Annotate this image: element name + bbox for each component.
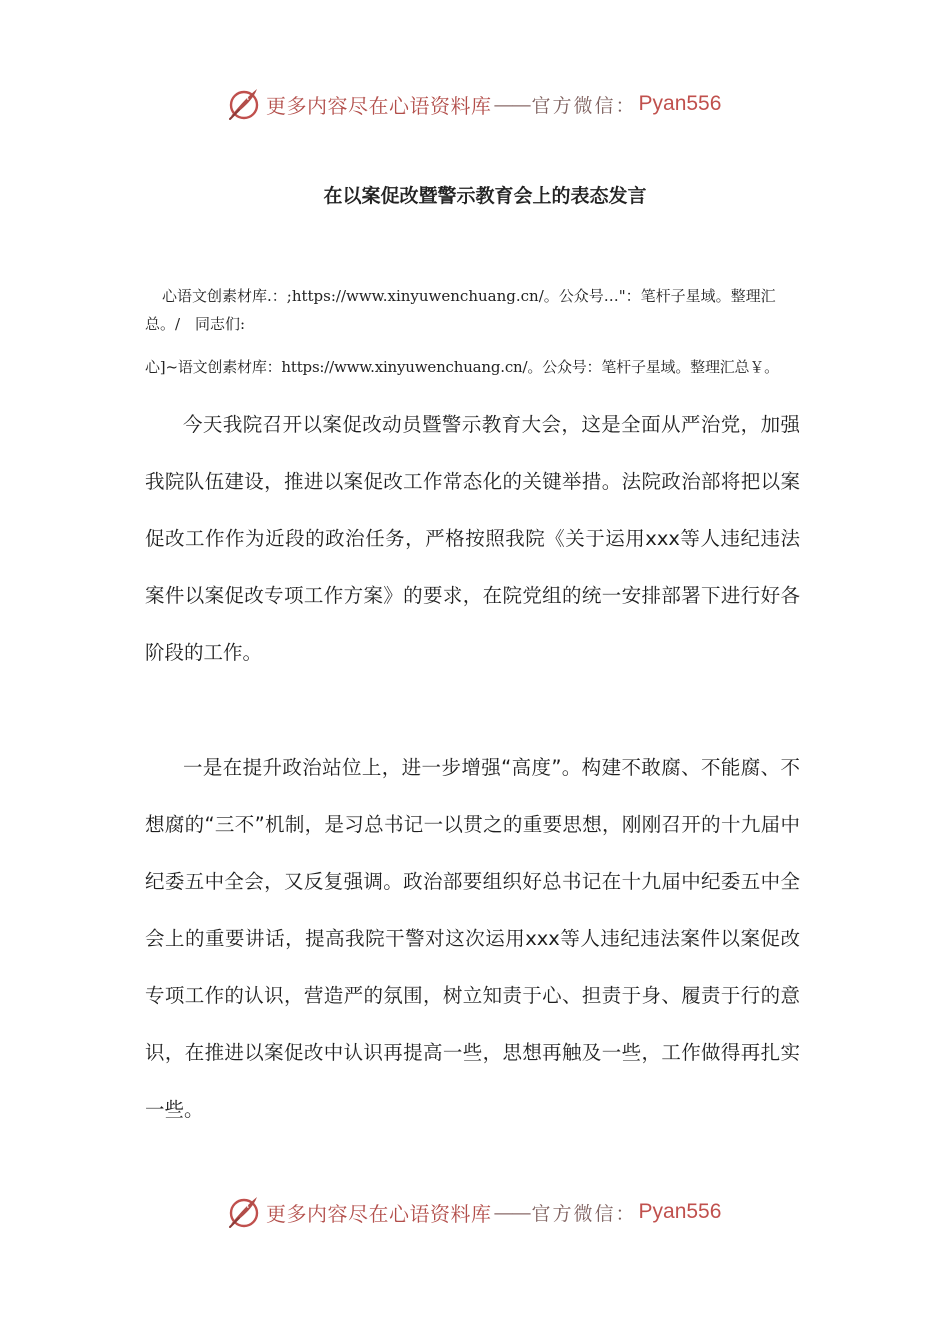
document-title: 在以案促改暨警示教育会上的表态发言 [323,185,647,207]
banner-wechat-label: 官方微信： [531,94,637,117]
footer-banner [226,1192,721,1232]
quill-pen-logo-icon [226,86,262,122]
banner-dash: —— [493,1200,530,1224]
source-note-1: 心语文创素材库.：;https://www.xinyuwenchuang.cn/。公众号…"：笔杆子星域。整理汇总。/ 同志们: [145,287,776,333]
quill-pen-logo-icon [226,1194,262,1230]
banner-wechat-label: 官方微信： [531,1202,637,1225]
body-paragraph-2: 一是在提升政治站位上，进一步增强“高度”。构建不敢腐、不能腐、不想腐的“三不”机制，是习总书记一以贯之的重要思想，刚刚召开的十九届中纪委五中全会，又反复强调。政治部要组织好总书记在十九届中纪委五中全会上的重要讲话，提高我院干警对这次运用xxx等人违纪违法案件以案促改专项工作的认识，营造严的氛围，树立知责于心、担责于身、履责于行的意识，在推进以案促改中认识再提高一些，思想再触及一些，工作做得再扎实一些。 [145,756,800,1121]
banner-text: 更多内容尽在心语资料库 [266,1201,492,1226]
banner-text: 更多内容尽在心语资料库 [266,93,492,118]
banner-wechat-id: Pyan556 [638,92,722,115]
header-banner [226,84,721,124]
banner-wechat-id: Pyan556 [638,1200,722,1223]
banner-dash: —— [493,92,530,116]
source-note-2: 心]~语文创素材库：https://www.xinyuwenchuang.cn/。公众号：笔杆子星域。整理汇总￥。 [145,358,779,376]
body-paragraph-1: 今天我院召开以案促改动员暨警示教育大会，这是全面从严治党，加强我院队伍建设，推进以案促改工作常态化的关键举措。法院政治部将把以案促改工作作为近段的政治任务，严格按照我院《关于运用xxx等人违纪违法案件以案促改专项工作方案》的要求，在院党组的统一安排部署下进行好各阶段的工作。 [145,413,800,664]
